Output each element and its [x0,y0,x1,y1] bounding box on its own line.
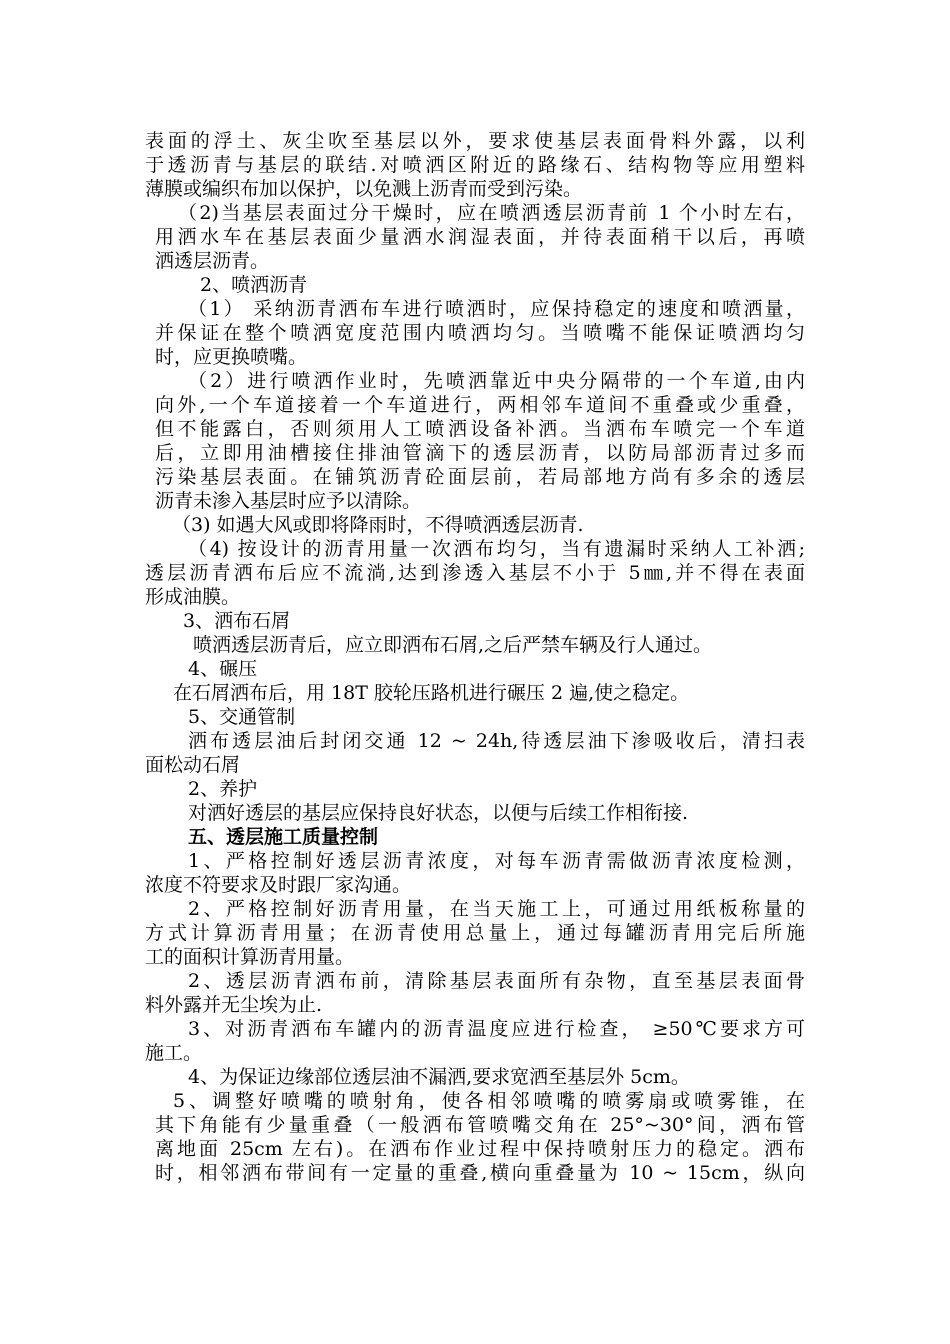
section-heading: 5、交通管制 [188,706,296,728]
text-line: 3、对沥青洒布车罐内的沥青温度应进行检查， ≥50℃要求方可 [188,1018,805,1040]
text-line: 2、透层沥青洒布前，清除基层表面所有杂物，直至基层表面骨 [188,970,805,992]
text-line: （3) 如遇大风或即将降雨时，不得喷洒透层沥青. [172,514,584,536]
text-line: 2、严格控制好沥青用量，在当天施工上，可通过用纸板称量的 [188,898,805,920]
chapter-heading: 五、透层施工质量控制 [188,826,379,848]
text-line: 并保证在整个喷洒宽度范围内喷洒均匀。当喷嘴不能保证喷洒均匀 [155,322,805,344]
text-line: （2）进行喷洒作业时，先喷洒靠近中央分隔带的一个车道,由内 [188,370,805,392]
text-line: 施工。 [145,1042,203,1064]
text-line: 用洒水车在基层表面少量洒水润湿表面，并待表面稍干以后，再喷 [155,226,805,248]
text-line: 但不能露白，否则须用人工喷洒设备补洒。当洒布车喷完一个车道 [155,418,805,440]
text-line: 时，相邻洒布带间有一定量的重叠,横向重叠量为 10 ~ 15cm，纵向 [155,1162,805,1184]
text-line: （2)当基层表面过分干燥时，应在喷洒透层沥青前 1 个小时左右， [178,202,805,224]
text-line: 形成油膜。 [145,586,241,608]
text-line: 料外露并无尘埃为止. [145,994,323,1016]
section-heading: 2、喷洒沥青 [200,274,308,296]
text-line: （1） 采纳沥青洒布车进行喷洒时，应保持稳定的速度和喷洒量， [188,298,805,320]
text-line: 向外,一个车道接着一个车道进行，两相邻车道间不重叠或少重叠， [155,394,805,416]
text-line: 透层沥青洒布后应不流淌,达到渗透入基层不小于 5㎜,并不得在表面 [145,562,805,584]
text-line: 1、严格控制好透层沥青浓度，对每车沥青需做沥青浓度检测， [188,850,805,872]
text-line: 于透沥青与基层的联结.对喷洒区附近的路缘石、结构物等应用塑料 [145,154,805,176]
text-line: 在石屑洒布后，用 18T 胶轮压路机进行碾压 2 遍,使之稳定。 [173,682,690,704]
text-line: 洒透层沥青。 [155,250,270,272]
text-line: 其下角能有少量重叠（一般洒布管喷嘴交角在 25°~30°间，洒布管 [155,1114,805,1136]
text-line: 洒布透层油后封闭交通 12 ~ 24h,待透层油下渗吸收后，清扫表 [188,730,805,752]
section-heading: 2、养护 [188,778,258,800]
text-line: （4) 按设计的沥青用量一次洒布均匀，当有遗漏时采纳人工补洒; [188,538,805,560]
text-line: 方式计算沥青用量；在沥青使用总量上，通过每罐沥青用完后所施 [145,922,805,944]
text-line: 面松动石屑 [145,754,241,776]
text-line: 污染基层表面。在铺筑沥青砼面层前，若局部地方尚有多余的透层 [155,466,805,488]
text-line: 离地面 25cm 左右)。在洒布作业过程中保持喷射压力的稳定。洒布 [155,1138,805,1160]
text-line: 浓度不符要求及时跟厂家沟通。 [145,874,412,896]
text-line: 沥青未渗入基层时应予以清除。 [155,490,422,512]
text-line: 5、调整好喷嘴的喷射角，使各相邻喷嘴的喷雾扇或喷雾锥，在 [173,1090,805,1112]
text-line: 薄膜或编织布加以保护，以免溅上沥青而受到污染。 [145,178,583,200]
text-line: 表面的浮土、灰尘吹至基层以外，要求使基层表面骨料外露，以利 [145,130,805,152]
text-line: 4、为保证边缘部位透层油不漏洒,要求宽洒至基层外 5cm。 [188,1066,690,1088]
text-line: 对洒好透层的基层应保持良好状态，以便与后续工作相衔接. [188,802,689,824]
text-line: 时，应更换喷嘴。 [155,346,308,368]
section-heading: 4、碾压 [188,658,258,680]
section-heading: 3、洒布石屑 [183,610,291,632]
text-line: 喷洒透层沥青后，应立即洒布石屑,之后严禁车辆及行人通过。 [193,634,713,656]
text-line: 工的面积计算沥青用量。 [145,946,355,968]
text-line: 后，立即用油槽接住排油管滴下的透层沥青，以防局部沥青过多而 [155,442,805,464]
